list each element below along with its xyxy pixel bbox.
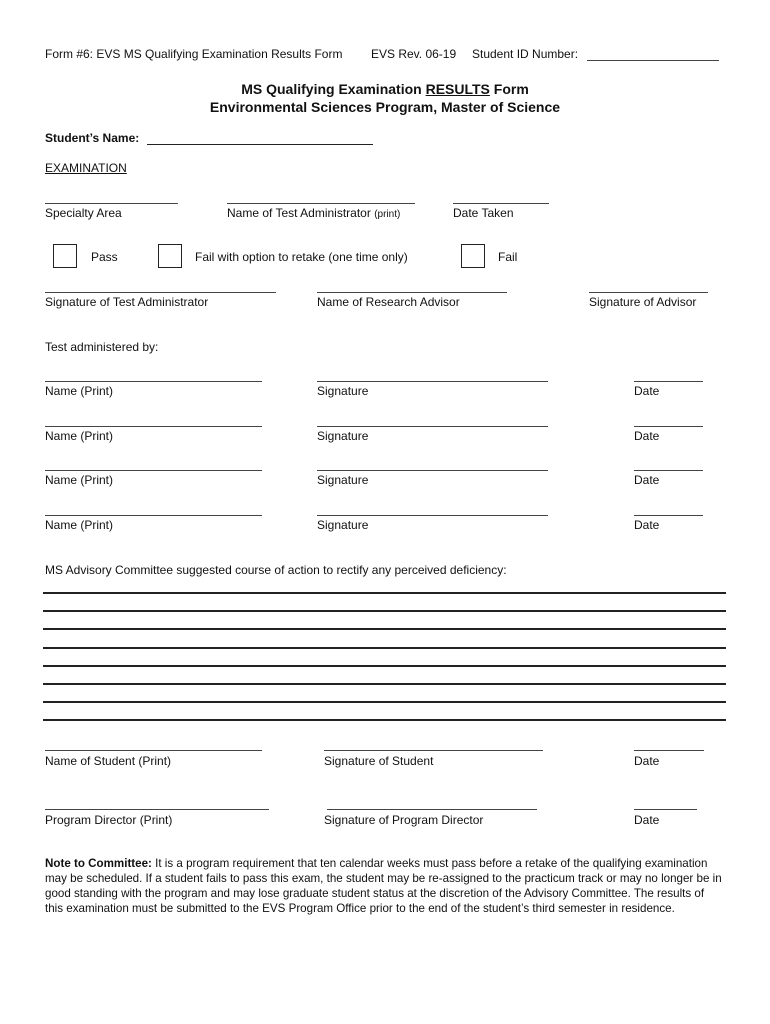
pass-label: Pass (91, 250, 118, 264)
student-name-label: Student’s Name: (45, 131, 140, 145)
director-date-label: Date (634, 813, 660, 827)
admin-name-field[interactable] (45, 426, 262, 427)
advisor-signature-field[interactable] (589, 292, 708, 293)
director-name-field[interactable] (45, 809, 269, 810)
fail-checkbox[interactable] (461, 244, 485, 268)
admin-date-field[interactable] (634, 381, 703, 382)
research-advisor-field[interactable] (317, 292, 507, 293)
director-date-field[interactable] (634, 809, 697, 810)
admin-name-label: Name (Print) (45, 473, 114, 487)
admin-date-field[interactable] (634, 515, 703, 516)
note-text: It is a program requirement that ten calendar weeks must pass before a retake of the qualifying examination may be scheduled. If a student fails to pass this exam, the student may be re-assigned to the practicum track or may no longer be in good standing with the program and may lose graduate student status at the discretion of the Advisory Committee. The results of this examination must be submitted to the EVS Program Office prior to the end of the student’s third semester in residence. (45, 857, 722, 915)
admin-name-label: Name (Print) (45, 518, 114, 532)
student-id-field[interactable] (587, 60, 719, 61)
note-label: Note to Committee: (45, 857, 152, 870)
student-name-field[interactable] (147, 144, 373, 145)
test-admin-name-label: Name of Test Administrator (print) (227, 206, 401, 220)
date-taken-label: Date Taken (453, 206, 514, 220)
admin-date-label: Date (634, 518, 660, 532)
admin-name-field[interactable] (45, 381, 262, 382)
committee-response-line[interactable] (43, 647, 726, 649)
admin-date-field[interactable] (634, 470, 703, 471)
fail-retake-label: Fail with option to retake (one time only) (195, 250, 408, 264)
student-name-print-field[interactable] (45, 750, 262, 751)
form-id: Form #6: EVS MS Qualifying Examination Results Form (45, 47, 343, 61)
student-id-label: Student ID Number: (472, 47, 579, 61)
advisor-signature-label: Signature of Advisor (589, 295, 697, 309)
specialty-area-label: Specialty Area (45, 206, 122, 220)
specialty-area-field[interactable] (45, 203, 178, 204)
admin-signature-field[interactable] (317, 470, 548, 471)
form-revision: EVS Rev. 06-19 (371, 47, 457, 61)
committee-response-line[interactable] (43, 665, 726, 667)
student-signature-field[interactable] (324, 750, 543, 751)
admin-signature-field[interactable] (317, 381, 548, 382)
test-admin-signature-field[interactable] (45, 292, 276, 293)
committee-response-line[interactable] (43, 592, 726, 594)
program-subtitle: Environmental Sciences Program, Master of Science (209, 99, 561, 115)
admin-signature-field[interactable] (317, 515, 548, 516)
committee-response-line[interactable] (43, 701, 726, 703)
student-signature-label: Signature of Student (324, 754, 434, 768)
test-admin-signature-label: Signature of Test Administrator (45, 295, 209, 309)
committee-response-line[interactable] (43, 683, 726, 685)
student-date-field[interactable] (634, 750, 704, 751)
admin-signature-label: Signature (317, 518, 369, 532)
committee-prompt: MS Advisory Committee suggested course of action to rectify any perceived deficiency: (45, 563, 507, 577)
student-date-label: Date (634, 754, 660, 768)
director-name-label: Program Director (Print) (45, 813, 173, 827)
pass-checkbox[interactable] (53, 244, 77, 268)
admin-signature-label: Signature (317, 384, 369, 398)
admin-name-field[interactable] (45, 470, 262, 471)
admin-signature-label: Signature (317, 429, 369, 443)
admin-name-label: Name (Print) (45, 384, 114, 398)
research-advisor-label: Name of Research Advisor (317, 295, 460, 309)
test-admin-name-field[interactable] (227, 203, 415, 204)
admin-name-field[interactable] (45, 515, 262, 516)
fail-label: Fail (498, 250, 518, 264)
committee-response-line[interactable] (43, 628, 726, 630)
admin-date-label: Date (634, 429, 660, 443)
administered-by-label: Test administered by: (45, 340, 159, 354)
admin-date-field[interactable] (634, 426, 703, 427)
admin-date-label: Date (634, 384, 660, 398)
student-name-print-label: Name of Student (Print) (45, 754, 172, 768)
fail-retake-checkbox[interactable] (158, 244, 182, 268)
admin-date-label: Date (634, 473, 660, 487)
form-title: MS Qualifying Examination RESULTS Form (241, 81, 529, 97)
director-signature-label: Signature of Program Director (324, 813, 484, 827)
admin-signature-label: Signature (317, 473, 369, 487)
director-signature-field[interactable] (327, 809, 537, 810)
admin-signature-field[interactable] (317, 426, 548, 427)
admin-name-label: Name (Print) (45, 429, 114, 443)
committee-response-line[interactable] (43, 610, 726, 612)
committee-response-line[interactable] (43, 719, 726, 721)
examination-heading: EXAMINATION (45, 161, 127, 175)
date-taken-field[interactable] (453, 203, 549, 204)
committee-note (45, 856, 725, 916)
